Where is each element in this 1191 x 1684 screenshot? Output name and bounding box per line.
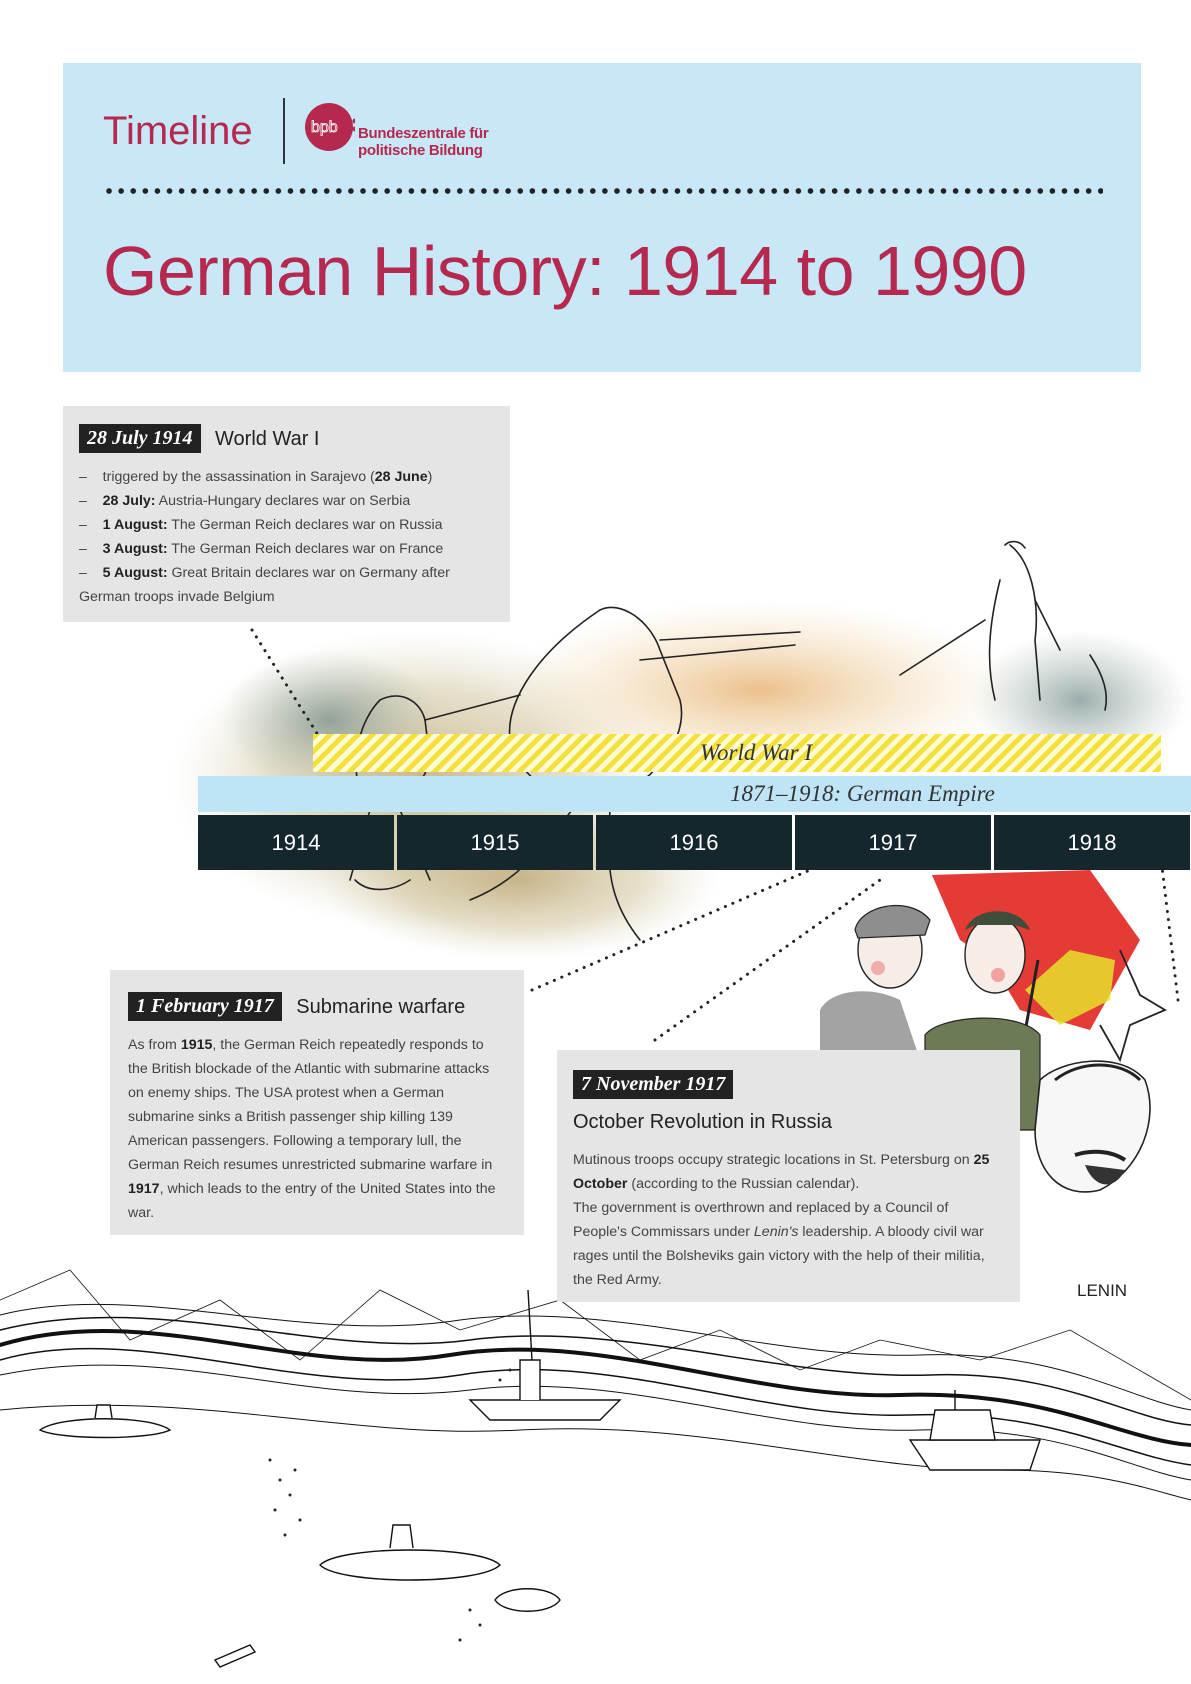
lenin-caption: LENIN — [1077, 1281, 1128, 1300]
brand-word: Timeline — [103, 109, 253, 153]
german-empire-label: 1871–1918: German Empire — [730, 781, 995, 806]
date-badge: 1 February 1917 — [128, 992, 282, 1021]
year-timeline — [198, 815, 1191, 870]
year-1917: 1917 — [795, 815, 991, 870]
german-empire-bar — [198, 776, 1191, 812]
ships — [40, 1290, 1040, 1667]
world-war-label: World War I — [700, 740, 813, 765]
card-october-revolution — [557, 1050, 1020, 1302]
year-1914: 1914 — [198, 815, 394, 870]
year-1915: 1915 — [397, 815, 593, 870]
logo-line-1: Bundeszentrale für — [358, 125, 489, 142]
list-item: – 5 August: Great Britain declares war on Germany after — [79, 565, 450, 581]
bubbles — [269, 1369, 512, 1642]
year-1916: 1916 — [596, 815, 792, 870]
card-world-war-i — [63, 406, 510, 622]
page-title: German History: 1914 to 1990 — [103, 232, 1027, 310]
logo-line-2: politische Bildung — [358, 142, 483, 159]
date-badge: 7 November 1917 — [573, 1070, 733, 1099]
list-item: German troops invade Belgium — [79, 589, 275, 605]
event-list — [79, 465, 494, 609]
card-title: October Revolution in Russia — [573, 1111, 833, 1133]
svg-text:bpb: bpb — [311, 119, 338, 136]
card-body: Mutinous troops occupy strategic locations in St. Petersburg on 25 October (according to the Russian calendar). The government is overthrown and replaced by a Council of People's Commissars under Lenin's leadership. A bloody civil war rages until the Bolsheviks gain victory with the help of their militia, the Red Army. — [573, 1152, 990, 1288]
year-1918: 1918 — [994, 815, 1190, 870]
date-badge: 28 July 1914 — [79, 424, 201, 453]
card-submarine-warfare — [110, 970, 524, 1235]
list-item: – 1 August: The German Reich declares war on Russia — [79, 517, 443, 533]
list-item: – triggered by the assassination in Sarajevo (28 June) — [79, 469, 433, 485]
card-body: As from 1915, the German Reich repeatedly responds to the British blockade of the Atlantic with submarine attacks on enemy ships. The USA protest when a German submarine sinks a British passenger ship killing 139 American passengers. Following a temporary lull, the German Reich resumes unrestricted submarine warfare in 1917, which leads to the entry of the United States into the war. — [128, 1037, 496, 1221]
card-title: Submarine warfare — [296, 996, 466, 1019]
list-item: – 3 August: The German Reich declares war on France — [79, 541, 444, 557]
card-title: World War I — [215, 428, 320, 451]
list-item: – 28 July: Austria-Hungary declares war on Serbia — [79, 493, 411, 509]
